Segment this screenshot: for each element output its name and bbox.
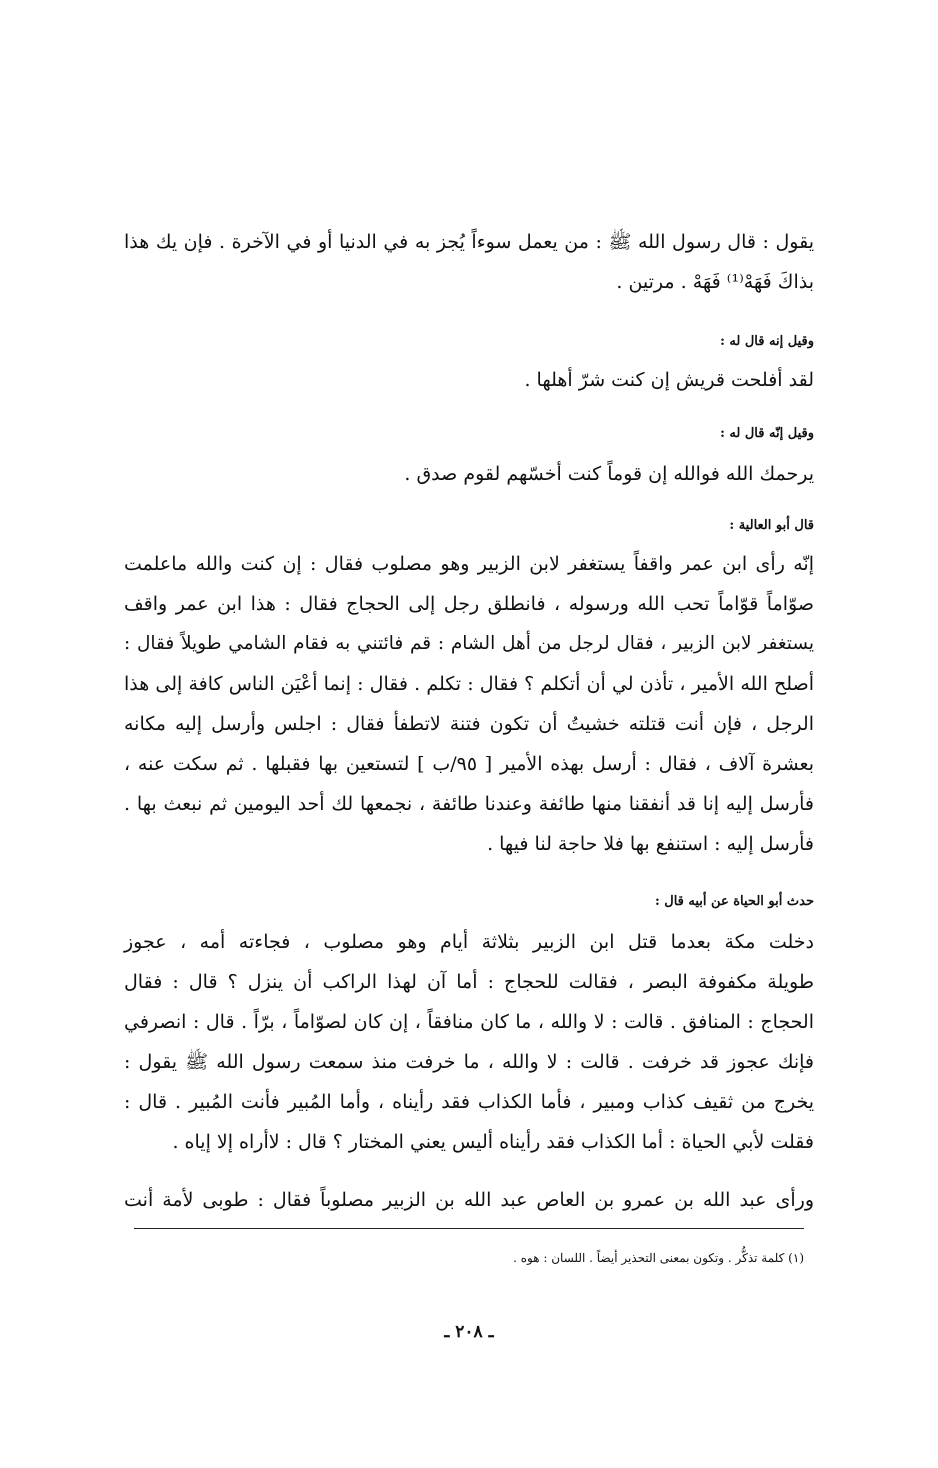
quote-line [124,454,814,494]
text-line: يقول : قال رسول الله ﷺ : من يعمل سوءاً يُجز به في الدنيا أو في الآخرة . فإن يك هذا [124,231,814,253]
text-line: الرجل ، فإن أنت قتلته خشيتُ أن تكون فتنة لاتطفأ فقال : اجلس وأرسل إليه مكانه [124,713,814,735]
paragraph-closing [124,1180,814,1220]
text-line: فأرسل إليه إنا قد أنفقنا منها طائفة وعندنا طائفة ، نجمعها لك أحد اليومين ثم نبعث بها . [124,793,814,815]
section-heading [124,514,814,538]
text-line: طويلة مكفوفة البصر ، فقالت للحجاج : أما آن لهذا الراكب أن ينزل ؟ قال : فقال [124,971,814,993]
section-heading [124,330,814,354]
text-line: يخرج من ثقيف كذاب ومبير ، فأما الكذاب فقد رأيناه ، وأما المُبير فأنت المُبير . قال : [124,1091,814,1113]
text-line: يرحمك الله فوالله إن قوماً كنت أخسّهم لقوم صدق . [404,463,814,485]
section-heading [124,890,814,914]
text-line: إنّه رأى ابن عمر واقفاً يستغفر لابن الزبير وهو مصلوب فقال : إن كنت والله ماعلمت [124,553,814,575]
paragraph-opening [124,222,814,302]
text-line: الحجاج : المنافق . قالت : لا والله ، ما كان منافقاً ، إن كان لصوّاماً ، برّاً . قال : انصرفي [124,1011,814,1033]
text-line: بذاكَ فَهَهْ⁽¹⁾ فَهَهْ . مرتين . [616,271,814,293]
text-line: دخلت مكة بعدما قتل ابن الزبير بثلاثة أيام وهو مصلوب ، فجاءته أمه ، عجوز [124,931,814,953]
footnote: (١) كلمة تذكُّر . وتكون بمعنى التحذير أيضاً . اللسان : هوه . [513,1251,804,1265]
quote-line [124,360,814,400]
text-line: فأرسل إليه : استنفع بها فلا حاجة لنا فيها . [487,833,814,855]
paragraph-abu-aliya [124,544,814,864]
text-line: بعشرة آلاف ، فقال : أرسل بهذه الأمير [ ٩٥/ب ] لتستعين بها فقبلها . ثم سكت عنه ، [124,753,814,775]
text-line: يستغفر لابن الزبير ، فقال لرجل من أهل الشام : قم فائتني به فقام الشامي طويلاً فقال : [124,633,814,654]
heading-text: قال أبو العالية : [729,518,814,533]
footnote-divider [134,1228,804,1229]
heading-text: وقيل إنه قال له : [720,334,814,349]
text-line: فإنك عجوز قد خرفت . قالت : لا والله ، ما خرفت منذ سمعت رسول الله ﷺ يقول : [124,1051,814,1073]
heading-text: حدث أبو الحياة عن أبيه قال : [654,894,814,909]
text-line: فقلت لأبي الحياة : أما الكذاب فقد رأيناه أليس يعني المختار ؟ قال : لاأراه إلا إياه . [172,1131,814,1153]
text-line: لقد أفلحت قريش إن كنت شرّ أهلها . [524,369,814,391]
paragraph-abu-hayat [124,922,814,1162]
text-line: أصلح الله الأمير ، تأذن لي أن أتكلم ؟ فقال : تكلم . فقال : إنما أعْيَن الناس كافة إلى هذا [124,673,814,695]
text-line: صوّاماً قوّاماً تحب الله ورسوله ، فانطلق رجل إلى الحجاج فقال : هذا ابن عمر واقف [124,593,814,615]
text-line: ورأى عبد الله بن عمرو بن العاص عبد الله بن الزبير مصلوباً فقال : طوبى لأمة أنت [124,1189,814,1211]
section-heading [124,422,814,446]
page-number: ـ ٢٠٨ ـ [444,1322,494,1342]
heading-text: وقيل إنّه قال له : [720,426,814,441]
